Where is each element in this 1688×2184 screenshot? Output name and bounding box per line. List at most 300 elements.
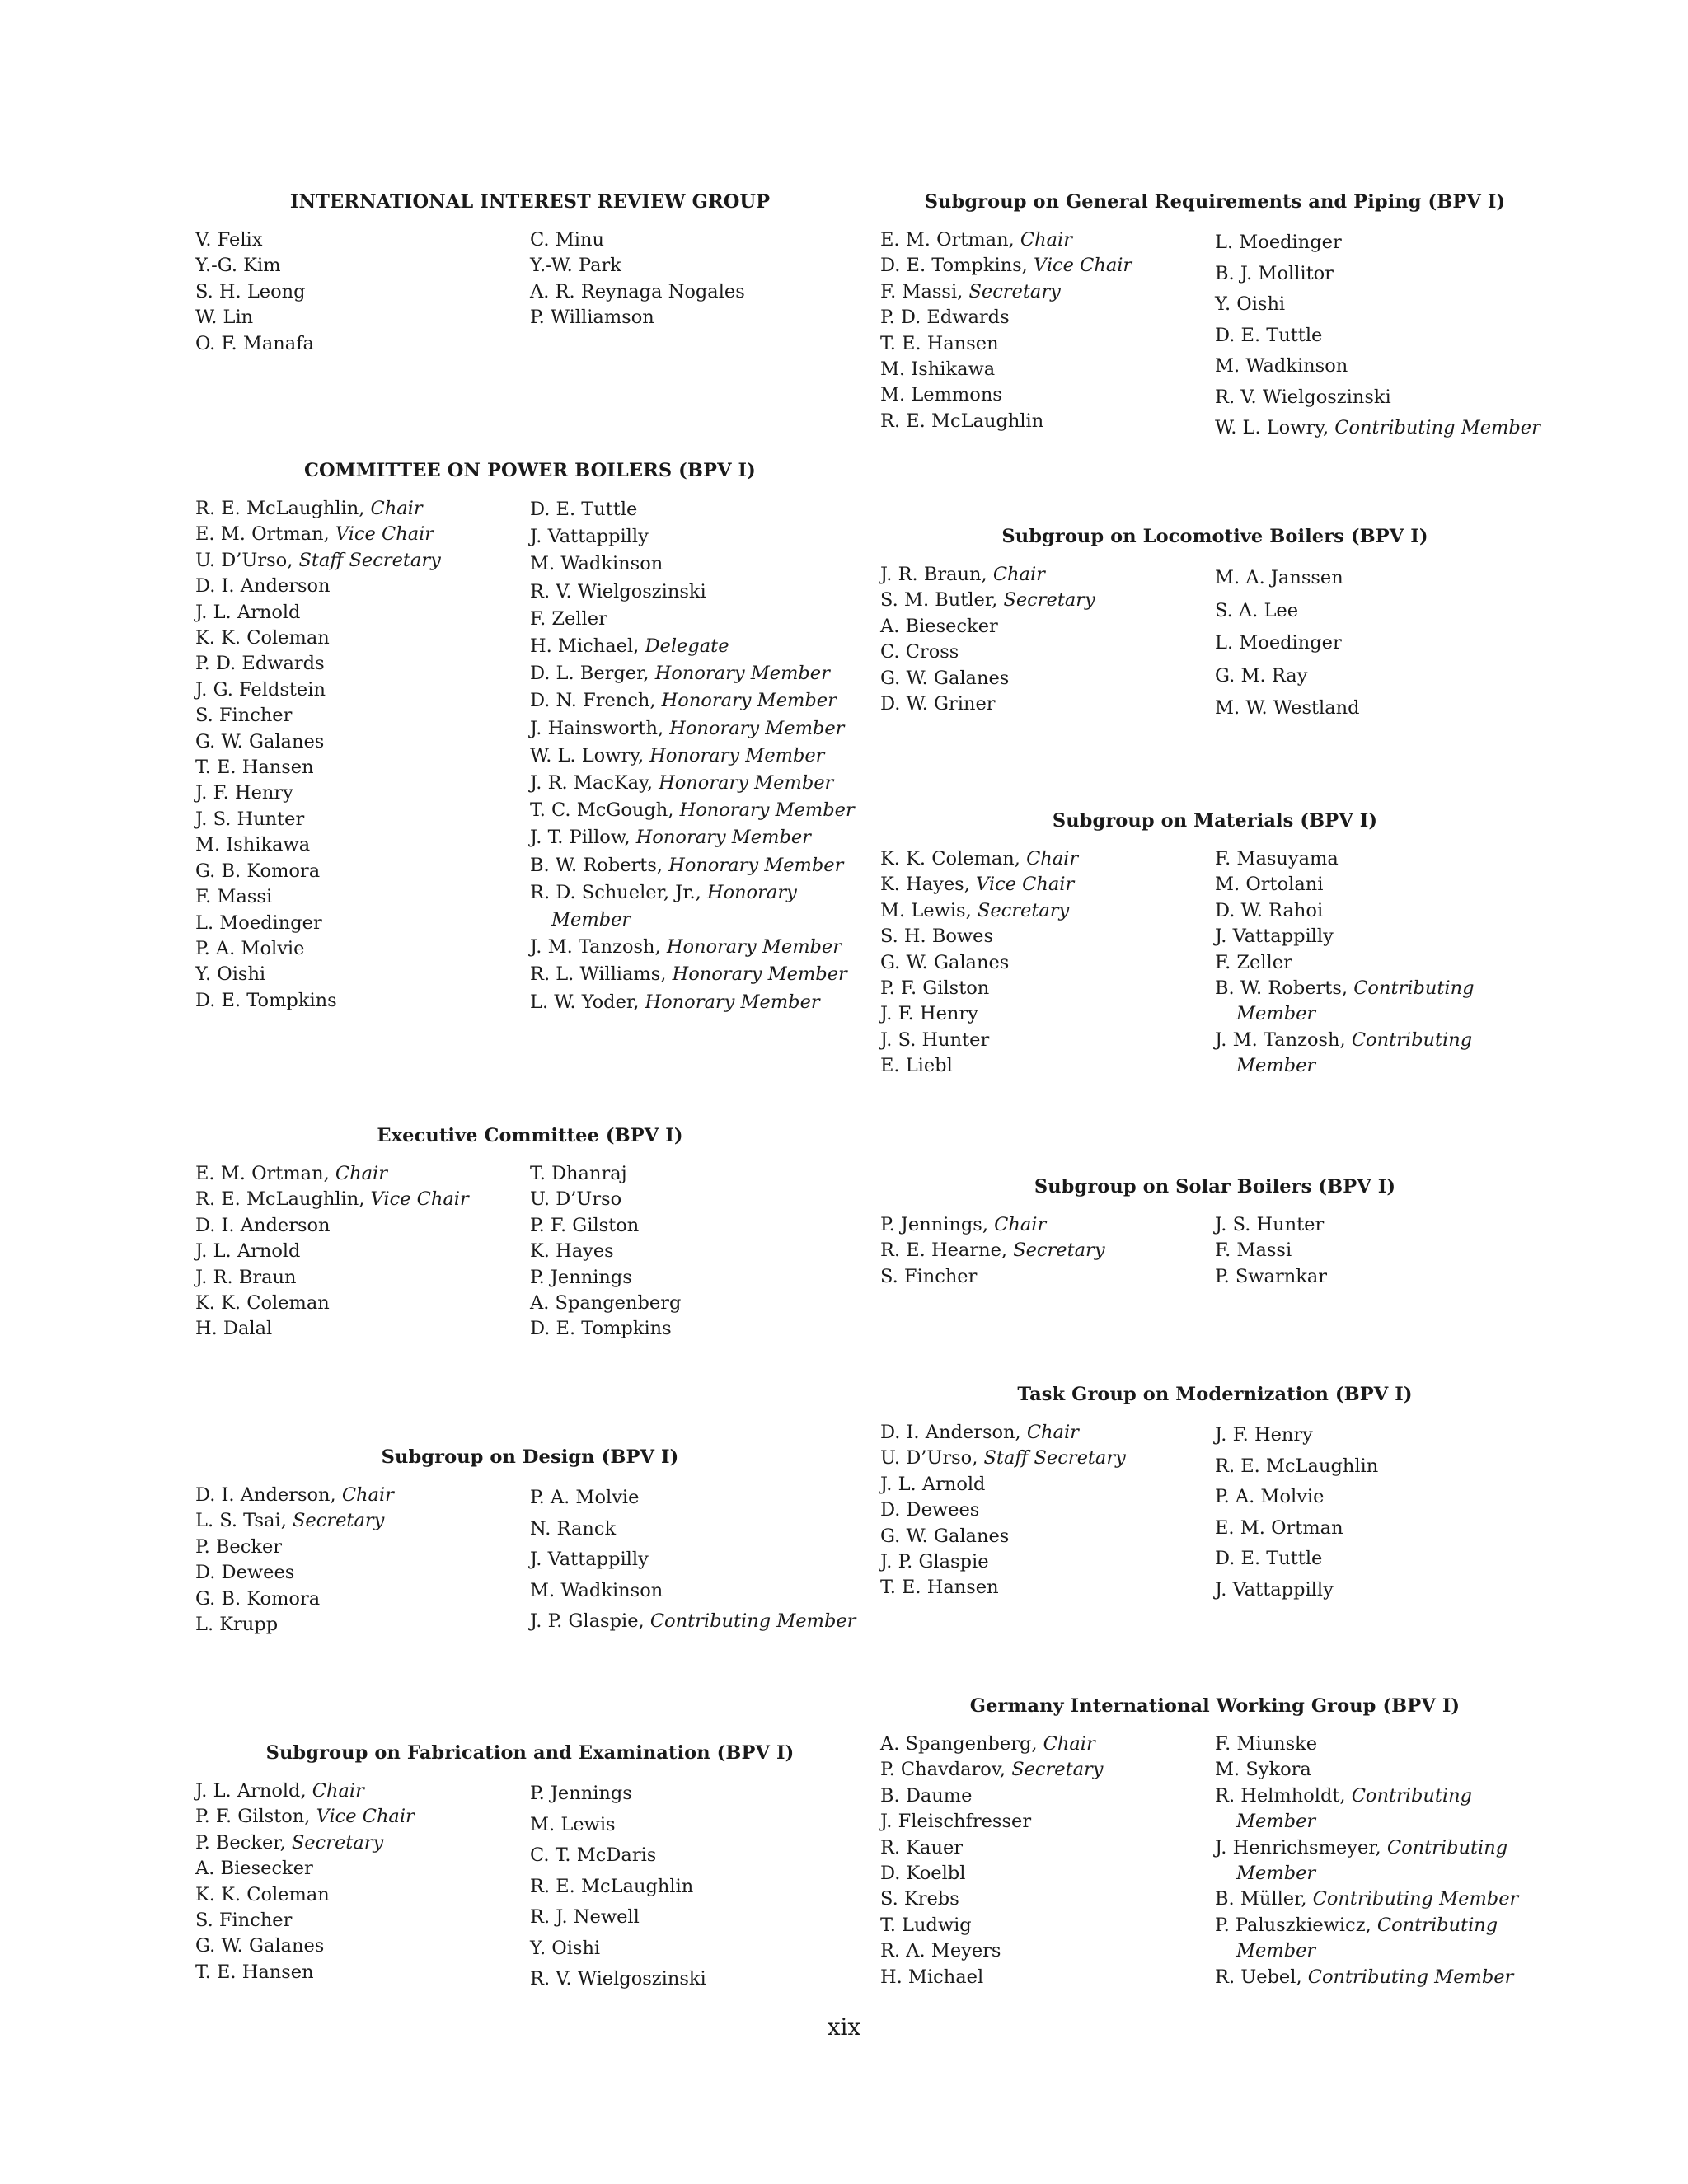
member-role: Vice Chair <box>335 523 434 546</box>
member-entry <box>1215 976 1550 1028</box>
member-name: W. L. Lowry, <box>530 744 645 766</box>
group-title: Subgroup on Fabrication and Examination (BPV I) <box>265 1742 795 1764</box>
member-entry <box>530 633 865 660</box>
member-list-col-1 <box>880 846 1215 1080</box>
member-name: D. I. Anderson, <box>195 1484 336 1506</box>
committee-group-general-requirements-piping <box>880 190 1550 444</box>
member-entry <box>530 1544 865 1576</box>
member-name: K. Hayes <box>530 1240 614 1263</box>
member-entry <box>1215 321 1550 352</box>
member-name: K. K. Coleman <box>195 627 330 649</box>
member-entry <box>880 1886 1215 1912</box>
member-entry <box>530 1483 865 1514</box>
member-entry <box>1215 562 1550 595</box>
group-title: Subgroup on Locomotive Boilers (BPV I) <box>1001 526 1428 547</box>
member-role: Honorary Member <box>672 963 847 986</box>
member-list-col-1 <box>195 227 530 357</box>
member-entry <box>880 1938 1215 1964</box>
member-name: D. E. Tompkins, <box>880 255 1028 277</box>
member-name: R. Kauer <box>880 1836 964 1858</box>
member-name: P. Jennings <box>530 1783 632 1804</box>
member-name: E. Liebl <box>880 1055 953 1077</box>
member-name: J. R. MacKay, <box>530 772 653 794</box>
member-entry <box>880 1028 1215 1053</box>
member-name: M. Wadkinson <box>530 1579 663 1601</box>
member-entry <box>880 1524 1215 1549</box>
member-role: Honorary Member <box>668 854 844 876</box>
member-name: J. S. Hunter <box>195 808 305 830</box>
member-entry <box>530 1239 865 1264</box>
member-entry <box>1215 660 1550 693</box>
member-entry <box>880 950 1215 976</box>
member-entry <box>195 522 530 547</box>
member-entry <box>880 382 1215 408</box>
member-name: W. Lin <box>195 307 254 329</box>
member-entry <box>195 279 530 305</box>
member-name: C. T. McDaris <box>530 1844 657 1866</box>
member-role: Vice Chair <box>316 1806 415 1828</box>
member-role: Chair <box>992 564 1045 585</box>
member-name: J. Vattappilly <box>530 526 649 548</box>
member-list-col-2 <box>530 1483 865 1638</box>
member-name: H. Dalal <box>195 1318 273 1340</box>
member-entry <box>530 989 865 1016</box>
member-name: D. Dewees <box>195 1562 295 1584</box>
member-entry <box>195 1265 530 1291</box>
member-name: D. E. Tuttle <box>530 499 638 520</box>
member-name: J. F. Henry <box>880 1003 978 1025</box>
member-name: P. D. Edwards <box>880 307 1010 329</box>
member-entry <box>1215 950 1550 976</box>
member-entry <box>530 1576 865 1607</box>
committee-group-design <box>195 1445 865 1638</box>
member-name: R. V. Wielgoszinski <box>530 580 706 602</box>
member-list-col-2 <box>1215 562 1550 725</box>
member-name: P. Jennings, <box>880 1214 988 1235</box>
member-entry <box>530 1902 865 1933</box>
member-role: Chair <box>1026 848 1079 869</box>
member-list-col-2 <box>530 1161 865 1343</box>
member-name: L. Moedinger <box>195 912 322 934</box>
member-name: J. Hainsworth, <box>530 717 664 739</box>
member-name: J. R. Braun <box>195 1266 297 1288</box>
member-name: G. M. Ray <box>1215 664 1308 687</box>
member-name: S. M. Butler, <box>880 589 998 612</box>
member-name: C. Cross <box>880 641 959 663</box>
member-entry <box>530 1964 865 1995</box>
member-entry <box>195 626 530 651</box>
member-entry <box>195 884 530 910</box>
member-entry <box>1215 1544 1550 1575</box>
member-list-col-1 <box>880 562 1215 725</box>
member-role: Contributing Member <box>1307 1966 1514 1988</box>
member-name: E. M. Ortman, <box>880 229 1015 251</box>
member-entry <box>880 640 1215 665</box>
member-name: D. W. Rahoi <box>1215 899 1324 921</box>
member-list-col-1 <box>195 1161 530 1343</box>
member-entry <box>530 770 865 797</box>
member-role: Chair <box>370 498 423 519</box>
member-list-col-2 <box>1215 1212 1550 1290</box>
member-name: B. W. Roberts, <box>1215 977 1348 1000</box>
member-entry <box>880 872 1215 898</box>
member-entry <box>195 1187 530 1212</box>
member-name: R. E. McLaughlin <box>880 410 1044 432</box>
member-list-col-1 <box>195 1483 530 1638</box>
member-name: R. E. McLaughlin, <box>195 1188 365 1211</box>
member-role: Secretary <box>1003 589 1095 612</box>
member-entry <box>880 279 1215 305</box>
member-entry <box>195 1856 530 1882</box>
member-name: P. Williamson <box>530 307 654 329</box>
member-name: R. E. Hearne, <box>880 1240 1008 1262</box>
member-entry <box>530 660 865 687</box>
member-name: P. A. Molvie <box>195 937 305 959</box>
member-name: U. D’Urso, <box>195 549 293 571</box>
member-list-col-2 <box>1215 1420 1550 1605</box>
member-entry <box>880 1053 1215 1079</box>
member-entry <box>195 1535 530 1560</box>
member-entry <box>530 606 865 633</box>
group-title: INTERNATIONAL INTEREST REVIEW GROUP <box>289 191 771 213</box>
member-entry <box>880 1783 1215 1809</box>
member-entry <box>530 1213 865 1239</box>
member-entry <box>530 743 865 770</box>
member-role: Contributing Member <box>649 1610 856 1632</box>
member-name: M. Lewis <box>530 1813 616 1835</box>
member-entry <box>195 1483 530 1508</box>
member-role: Secretary <box>293 1510 385 1532</box>
member-name: F. Massi <box>195 886 273 908</box>
member-entry <box>880 409 1215 434</box>
member-name: L. W. Yoder, <box>530 991 640 1013</box>
member-name: G. B. Komora <box>195 1587 321 1610</box>
member-entry <box>880 1861 1215 1886</box>
member-name: L. Moedinger <box>1215 632 1342 654</box>
member-name: K. K. Coleman <box>195 1883 330 1905</box>
member-entry <box>880 357 1215 382</box>
member-entry <box>880 1446 1215 1471</box>
member-name: M. Ortolani <box>1215 874 1324 896</box>
committee-group-solar-boilers <box>880 1174 1550 1290</box>
member-list-col-1 <box>195 496 530 1016</box>
member-entry <box>1215 627 1550 660</box>
member-entry <box>195 780 530 806</box>
member-name: N. Ranck <box>530 1517 617 1540</box>
member-role: Honorary Member <box>654 663 830 685</box>
member-name: D. E. Tuttle <box>1215 324 1323 346</box>
member-name: M. Wadkinson <box>530 553 663 575</box>
member-entry <box>1215 595 1550 628</box>
member-entry <box>195 911 530 936</box>
member-entry <box>530 961 865 988</box>
member-role: Honorary Member <box>679 799 855 822</box>
member-name: S. A. Lee <box>1215 599 1299 621</box>
member-entry <box>880 1420 1215 1446</box>
member-name: D. I. Anderson <box>195 1214 331 1236</box>
committee-group-international-interest-review <box>195 190 865 357</box>
member-entry <box>1215 1482 1550 1513</box>
member-name: U. D’Urso, <box>880 1447 978 1469</box>
member-entry <box>880 1809 1215 1835</box>
member-entry <box>880 331 1215 357</box>
member-list-col-2 <box>1215 1732 1550 1990</box>
member-name: R. J. Newell <box>530 1906 640 1928</box>
member-name: T. Ludwig <box>880 1914 972 1936</box>
member-name: R. V. Wielgoszinski <box>530 1968 706 1990</box>
member-name: Y.-W. Park <box>530 255 621 277</box>
member-entry <box>1215 1451 1550 1483</box>
member-name: F. Zeller <box>1215 951 1292 973</box>
member-entry <box>1215 1238 1550 1263</box>
member-entry <box>880 588 1215 613</box>
member-name: P. Jennings <box>530 1266 632 1288</box>
member-name: L. S. Tsai, <box>195 1510 287 1532</box>
member-name: S. H. Bowes <box>880 926 994 948</box>
member-name: L. Moedinger <box>1215 232 1342 253</box>
member-entry <box>530 1291 865 1316</box>
member-name: M. Lewis, <box>880 899 972 921</box>
group-title: Subgroup on General Requirements and Piping (BPV I) <box>924 191 1506 213</box>
member-entry <box>530 1316 865 1342</box>
member-entry <box>195 305 530 330</box>
member-entry <box>880 1913 1215 1938</box>
member-name: J. G. Feldstein <box>195 678 326 701</box>
member-name: U. D’Urso <box>530 1188 622 1211</box>
member-entry <box>195 1586 530 1612</box>
member-entry <box>195 1830 530 1856</box>
member-list-col-1 <box>880 1420 1215 1605</box>
member-name: V. Felix <box>195 229 263 251</box>
member-name: P. Paluszkiewicz, <box>1215 1914 1372 1936</box>
member-role: Contributing Member <box>1236 1914 1498 1962</box>
member-name: R. Uebel, <box>1215 1966 1302 1988</box>
member-name: D. E. Tompkins <box>195 989 337 1011</box>
member-entry <box>1215 1212 1550 1238</box>
member-name: G. W. Galanes <box>880 951 1010 973</box>
committee-group-germany-international <box>880 1694 1550 1990</box>
member-role: Honorary Member <box>645 991 820 1013</box>
member-name: K. K. Coleman, <box>880 848 1020 869</box>
member-role: Delegate <box>645 635 729 658</box>
member-entry <box>530 1779 865 1810</box>
member-entry <box>530 1514 865 1545</box>
member-entry <box>1215 1264 1550 1290</box>
member-name: M. W. Westland <box>1215 697 1360 719</box>
member-entry <box>195 936 530 962</box>
member-name: P. F. Gilston <box>880 977 990 1000</box>
member-entry <box>530 879 865 934</box>
member-entry <box>195 227 530 253</box>
member-entry <box>880 1472 1215 1497</box>
member-entry <box>530 227 865 253</box>
member-entry <box>1215 259 1550 290</box>
group-title: Germany International Working Group (BPV I) <box>969 1695 1461 1717</box>
member-entry <box>195 1239 530 1264</box>
member-role: Honorary Member <box>551 881 797 931</box>
member-entry <box>530 797 865 824</box>
member-entry <box>195 1508 530 1534</box>
member-name: H. Michael, <box>530 635 640 658</box>
member-name: D. I. Anderson, <box>880 1422 1021 1443</box>
member-name: S. H. Leong <box>195 280 306 302</box>
member-entry <box>195 1161 530 1187</box>
member-name: L. Krupp <box>195 1614 279 1636</box>
member-role: Secretary <box>968 280 1061 302</box>
member-name: R. E. McLaughlin <box>530 1875 694 1897</box>
member-name: D. E. Tompkins <box>530 1318 672 1340</box>
member-name: J. S. Hunter <box>1215 1214 1325 1235</box>
member-name: A. Spangenberg, <box>880 1733 1038 1755</box>
member-entry <box>530 1187 865 1212</box>
member-name: F. Masuyama <box>1215 848 1339 869</box>
member-entry <box>1215 846 1550 872</box>
member-entry <box>530 715 865 743</box>
member-name: O. F. Manafa <box>195 332 314 354</box>
member-role: Vice Chair <box>976 874 1075 896</box>
member-role: Secretary <box>977 899 1070 921</box>
member-role: Contributing Member <box>1236 1784 1472 1833</box>
group-title: Subgroup on Design (BPV I) <box>381 1446 679 1468</box>
member-name: T. C. McGough, <box>530 799 674 822</box>
member-entry <box>880 614 1215 640</box>
member-name: M. Lemmons <box>880 384 1002 406</box>
member-name: P. Swarnkar <box>1215 1265 1328 1287</box>
member-name: A. Spangenberg <box>530 1292 682 1315</box>
member-name: A. Biesecker <box>195 1858 313 1880</box>
member-name: D. N. French, <box>530 690 656 712</box>
member-name: R. E. McLaughlin, <box>195 498 365 519</box>
member-role: Honorary Member <box>661 690 837 712</box>
member-entry <box>1215 1783 1550 1835</box>
member-list-col-2 <box>1215 846 1550 1080</box>
member-entry <box>880 1575 1215 1601</box>
member-role: Chair <box>994 1214 1047 1235</box>
member-entry <box>195 1316 530 1342</box>
member-entry <box>530 551 865 578</box>
member-list-col-2 <box>530 1779 865 1995</box>
member-role: Honorary Member <box>666 936 842 958</box>
member-entry <box>195 807 530 832</box>
member-entry <box>530 687 865 715</box>
member-entry <box>880 1732 1215 1757</box>
member-entry <box>880 1965 1215 1990</box>
member-role: Honorary Member <box>635 827 811 849</box>
member-entry <box>880 1835 1215 1861</box>
member-name: M. Wadkinson <box>1215 355 1348 377</box>
member-name: J. T. Pillow, <box>530 827 631 849</box>
member-entry <box>880 924 1215 949</box>
member-name: A. R. Reynaga Nogales <box>530 280 745 302</box>
member-entry <box>1215 1028 1550 1080</box>
member-entry <box>880 1497 1215 1523</box>
member-name: R. L. Williams, <box>530 963 667 986</box>
member-entry <box>1215 872 1550 898</box>
member-name: G. W. Galanes <box>195 730 325 752</box>
member-name: J. Fleischfresser <box>880 1811 1032 1833</box>
member-name: D. I. Anderson <box>195 575 331 598</box>
committee-group-fabrication-examination <box>195 1741 865 1995</box>
member-entry <box>880 227 1215 253</box>
member-entry <box>195 574 530 599</box>
member-role: Vice Chair <box>1034 255 1132 277</box>
member-entry <box>1215 1965 1550 1990</box>
member-entry <box>195 729 530 755</box>
member-entry <box>880 1264 1215 1290</box>
member-role: Contributing Member <box>1236 977 1475 1025</box>
member-entry <box>195 859 530 884</box>
member-name: J. S. Hunter <box>880 1029 990 1051</box>
member-name: S. Fincher <box>195 705 293 727</box>
member-entry <box>880 1757 1215 1783</box>
member-name: H. Michael <box>880 1966 984 1988</box>
member-name: E. M. Ortman, <box>195 523 330 546</box>
member-role: Vice Chair <box>370 1188 469 1211</box>
member-name: J. L. Arnold <box>195 601 301 623</box>
member-name: T. E. Hansen <box>195 757 314 779</box>
member-entry <box>530 1872 865 1903</box>
group-title: Subgroup on Solar Boilers (BPV I) <box>1034 1176 1396 1197</box>
member-name: J. M. Tanzosh, <box>530 936 661 958</box>
member-list-col-2 <box>530 227 865 357</box>
member-name: T. E. Hansen <box>880 1577 999 1599</box>
member-entry <box>530 579 865 606</box>
member-entry <box>195 1612 530 1638</box>
member-name: G. W. Galanes <box>880 667 1010 689</box>
member-entry <box>195 651 530 677</box>
member-entry <box>880 666 1215 691</box>
member-name: S. Fincher <box>880 1265 978 1287</box>
member-role: Chair <box>1043 1733 1095 1755</box>
page-number: xix <box>827 2013 861 2041</box>
member-name: M. A. Janssen <box>1215 567 1343 588</box>
member-entry <box>195 988 530 1014</box>
member-name: R. V. Wielgoszinski <box>1215 386 1391 408</box>
member-name: Y. Oishi <box>195 963 266 986</box>
member-name: P. F. Gilston, <box>195 1806 311 1828</box>
member-name: R. A. Meyers <box>880 1940 1001 1962</box>
member-name: Y. Oishi <box>530 1937 601 1959</box>
member-name: M. Ishikawa <box>195 834 311 856</box>
member-name: K. Hayes, <box>880 874 970 896</box>
member-role: Chair <box>312 1780 364 1802</box>
member-entry <box>1215 1575 1550 1606</box>
member-role: Chair <box>335 1163 387 1184</box>
member-entry <box>1215 1886 1550 1912</box>
member-role: Contributing Member <box>1312 1888 1519 1910</box>
member-name: G. W. Galanes <box>880 1525 1010 1547</box>
member-name: T. Dhanraj <box>530 1163 627 1184</box>
member-name: M. Ishikawa <box>880 359 996 381</box>
member-name: D. Dewees <box>880 1499 980 1521</box>
member-role: Secretary <box>1013 1240 1105 1262</box>
member-entry <box>880 976 1215 1001</box>
member-name: Y. Oishi <box>1215 293 1286 315</box>
member-entry <box>195 600 530 626</box>
member-entry <box>880 1549 1215 1575</box>
member-entry <box>880 562 1215 588</box>
member-name: B. Müller, <box>1215 1888 1307 1910</box>
member-role: Secretary <box>291 1831 384 1854</box>
member-entry <box>195 1882 530 1908</box>
member-name: J. R. Braun, <box>880 564 987 585</box>
member-entry <box>880 691 1215 717</box>
member-entry <box>530 1161 865 1187</box>
member-name: D. W. Griner <box>880 693 996 715</box>
member-name: B. J. Mollitor <box>1215 262 1334 284</box>
member-name: P. D. Edwards <box>195 653 325 675</box>
member-entry <box>195 677 530 703</box>
